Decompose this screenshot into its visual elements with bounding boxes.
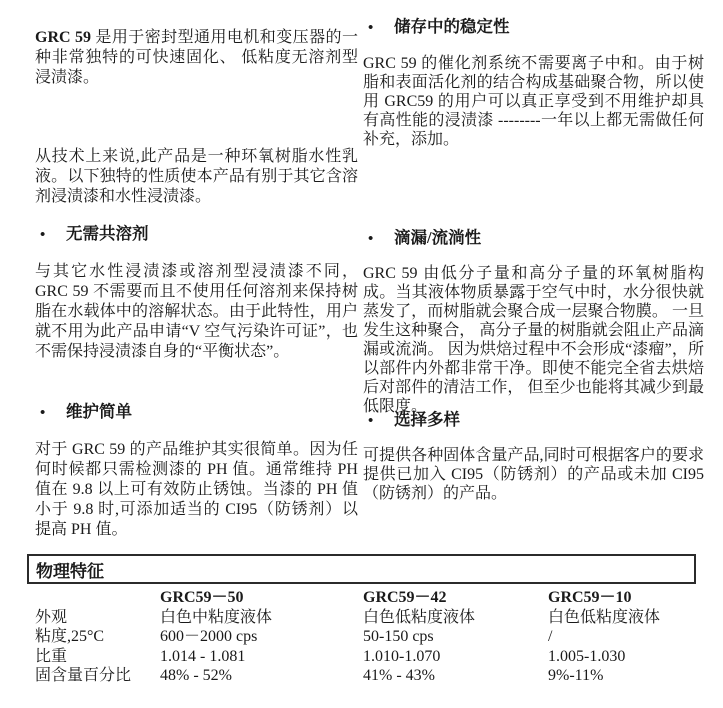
row-label-specific-gravity: 比重 — [35, 647, 68, 665]
table-cell: 600－2000 cps — [160, 628, 258, 645]
table-cell: 9%-11% — [548, 667, 604, 684]
section-heading-text: 无需共溶剂 — [66, 224, 149, 243]
bullet-icon: • — [40, 227, 46, 243]
table-cell: 白色中粘度液体 — [160, 608, 273, 626]
section-heading-easy-maintenance — [35, 398, 132, 422]
technical-description-paragraph: 从技术上来说,此产品是一种环氧树脂水性乳液。以下独特的性质使本产品有别于其它含溶剂浸渍漆和水性浸渍漆。 — [35, 148, 358, 205]
table-cell: 白色低粘度液体 — [363, 608, 476, 626]
section-heading-variety-of-choices — [363, 406, 460, 430]
bullet-icon: • — [368, 413, 374, 429]
table-cell: 1.010-1.070 — [363, 647, 441, 665]
section-body-variety-of-choices: 可提供各种固体含量产品,同时可根据客户的要求提供已加入 CI95（防锈剂）的产品或未加 CI95（防锈剂）的产品。 — [363, 447, 704, 502]
table-corner-cell — [35, 588, 160, 608]
table-cell: 白色低粘度液体 — [548, 608, 661, 626]
row-label-viscosity: 粘度,25°C — [35, 628, 105, 645]
product-name: GRC 59 — [35, 29, 91, 46]
section-heading-text: 滴漏/流淌性 — [394, 228, 482, 247]
table-cell: 50-150 cps — [363, 628, 434, 645]
bullet-icon: • — [368, 231, 374, 247]
intro-paragraph-text: 是用于密封型通用电机和变压器的一种非常独特的可快速固化、 低粘度无溶剂型浸渍漆。 — [35, 29, 358, 86]
column-header-grc59-10: GRC59－10 — [548, 589, 632, 606]
table-cell: 1.005-1.030 — [548, 647, 626, 665]
section-heading-text: 选择多样 — [394, 410, 460, 429]
table-cell: 41% - 43% — [363, 667, 435, 684]
section-heading-text: 维护简单 — [66, 402, 132, 421]
section-body-drip-flow: GRC 59 由低分子量和高分子量的环氧树脂构成。当其液体物质暴露于空气中时，水分很快就蒸发了，而树脂就会聚合成一层聚合物膜。 一旦发生这种聚合， 高分子量的树脂就会阻止产品滴漏或流淌。 因为烘焙过程中不会形成“漆瘤”，所以部件内外都非常干净。即使不能完全省去烘焙后对部件的清洁工作， 但至少也能将其减少到最低限度。 — [363, 265, 704, 415]
section-body-easy-maintenance: 对于 GRC 59 的产品维护其实很简单。因为任何时候都只需检测漆的 PH 值。通常维持 PH 值在 9.8 以上可有效防止锈蚀。当漆的 PH 值小于 9.8 时,可添加适当的 CI95（防锈剂）以提高 PH 值。 — [35, 441, 358, 538]
section-heading-no-cosolvent — [35, 220, 149, 244]
section-heading-drip-flow — [363, 224, 481, 248]
column-header-grc59-42: GRC59－42 — [363, 589, 447, 606]
physical-properties-title: 物理特征 — [36, 561, 104, 581]
section-body-no-cosolvent: 与其它水性浸渍漆或溶剂型浸渍漆不同， GRC 59 不需要而且不使用任何溶剂来保持树脂在水载体中的溶解状态。由于此特性，用户就不用为此产品申请“V 空气污染许可证”，也不需保持浸渍漆自身的“平衡状态”。 — [35, 263, 358, 360]
section-heading-storage-stability — [363, 13, 510, 37]
section-body-storage-stability: GRC 59 的催化剂系统不需要离子中和。由于树脂和表面活化剂的结合构成基础聚合物，所以使用 GRC59 的用户可以真正享受到不用维护却具有高性能的浸渍漆 --------一年以上都无需做任何补充，添加。 — [363, 55, 704, 148]
physical-properties-title-box — [27, 554, 696, 584]
section-heading-text: 储存中的稳定性 — [394, 17, 510, 36]
bullet-icon: • — [40, 405, 46, 421]
intro-paragraph — [35, 28, 358, 88]
table-cell: 1.014 - 1.081 — [160, 647, 246, 665]
bullet-icon: • — [368, 20, 374, 36]
row-label-solids-percentage: 固含量百分比 — [35, 667, 132, 684]
table-cell: / — [548, 628, 553, 645]
table-cell: 48% - 52% — [160, 667, 232, 684]
physical-properties-table — [35, 588, 703, 686]
column-header-grc59-50: GRC59－50 — [160, 589, 244, 606]
row-label-appearance: 外观 — [35, 608, 68, 626]
